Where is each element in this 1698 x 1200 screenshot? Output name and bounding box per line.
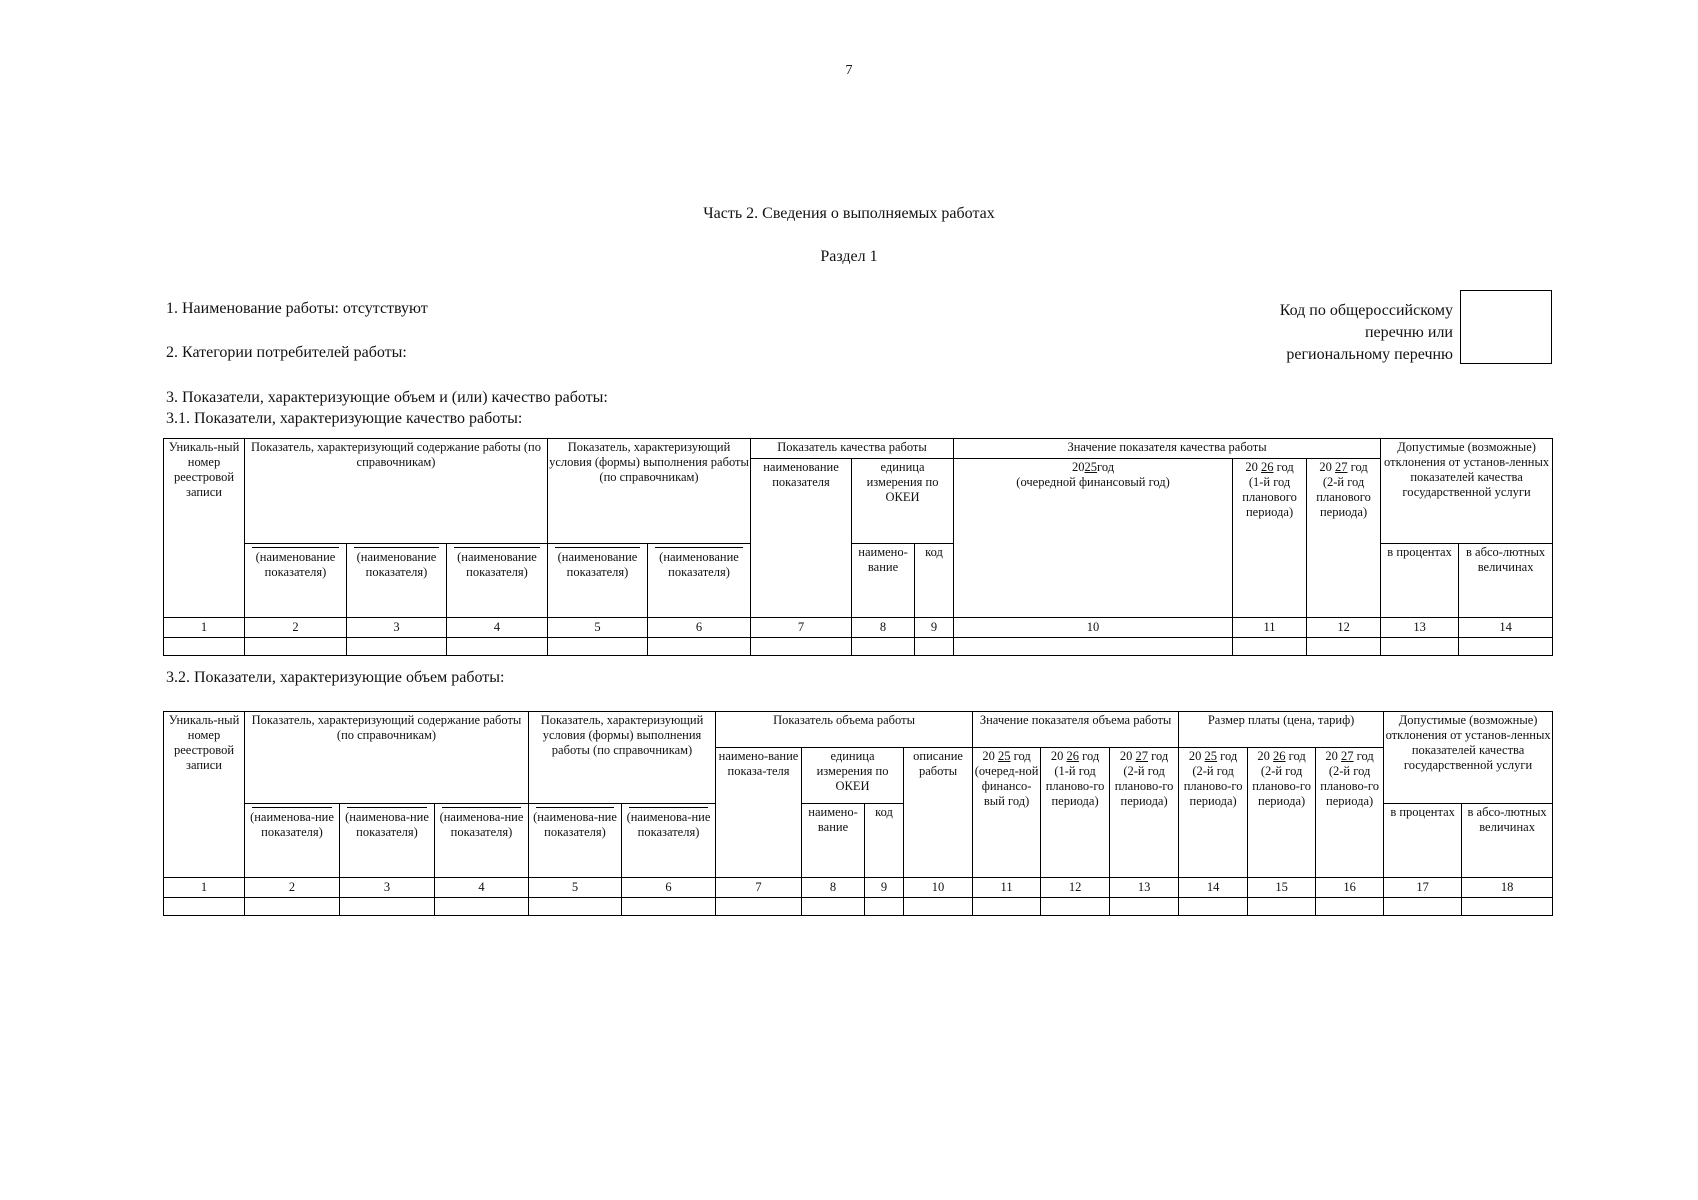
sub-indicator-name-2: [347, 544, 447, 618]
col-num: 17: [1384, 878, 1462, 898]
sub-label: (наименова-ние показателя): [626, 810, 711, 839]
year-suffix: 27: [1341, 749, 1354, 763]
code-label-line-2: перечню или: [1364, 324, 1453, 341]
cell[interactable]: [164, 638, 245, 656]
year-suffix: 25: [1084, 460, 1097, 474]
table-row: [164, 898, 1553, 916]
cell[interactable]: [915, 638, 954, 656]
year-note: (1-й год планово-го периода): [1045, 764, 1105, 808]
col-num: 1: [164, 618, 245, 638]
header-value-2025: [973, 748, 1041, 878]
header-work-description: описание работы: [904, 748, 973, 878]
sub-label: (наименова-ние показателя): [533, 810, 617, 839]
year-note: (2-й год планово-го периода): [1114, 764, 1174, 808]
year-suffix: 27: [1135, 749, 1149, 763]
header-payment-2025: [1179, 748, 1248, 878]
header-deviation: Допустимые (возможные) отклонения от установ-ленных показателей качества государственной услуги: [1381, 439, 1553, 544]
col-num: 8: [852, 618, 915, 638]
header-content-indicator: Показатель, характеризующий содержание работы (по справочникам): [245, 439, 548, 544]
col-num: 15: [1248, 878, 1316, 898]
cell[interactable]: [1316, 898, 1384, 916]
col-num: 7: [751, 618, 852, 638]
year-suffix: 27: [1335, 460, 1348, 474]
year-prefix: 20: [982, 749, 995, 763]
cell[interactable]: [648, 638, 751, 656]
col-num: 11: [1233, 618, 1307, 638]
header-value-2027: [1110, 748, 1179, 878]
header-unit-name: наимено-вание: [852, 544, 915, 618]
header-deviation: Допустимые (возможные) отклонения от установ-ленных показателей качества государственной услуги: [1384, 712, 1553, 804]
col-num: 12: [1041, 878, 1110, 898]
header-condition-indicator: Показатель, характеризующий условия (формы) выполнения работы (по справочникам): [529, 712, 716, 804]
header-year-2027: [1307, 459, 1381, 618]
year-suffix: 25: [998, 749, 1011, 763]
page-number: 7: [845, 63, 853, 78]
column-number-row: [164, 618, 1553, 638]
col-num: 2: [245, 878, 340, 898]
year-prefix: 20: [1119, 749, 1133, 763]
col-num: 14: [1459, 618, 1553, 638]
consumer-category-line: 2. Категории потребителей работы:: [166, 344, 407, 361]
sub-indicator-name-3: [447, 544, 548, 618]
year-note: (2-й год планового периода): [1316, 475, 1371, 519]
year-word: год: [1097, 460, 1115, 474]
col-num: 13: [1381, 618, 1459, 638]
header-year-2025: [954, 459, 1233, 618]
year-note: (2-й год планово-го периода): [1183, 764, 1243, 808]
col-num: 2: [245, 618, 347, 638]
col-num: 10: [904, 878, 973, 898]
year-word: год: [1350, 460, 1368, 474]
header-deviation-percent: в процентах: [1381, 544, 1459, 618]
cell[interactable]: [347, 638, 447, 656]
header-payment-2026: [1248, 748, 1316, 878]
cell[interactable]: [1384, 898, 1462, 916]
col-num: 5: [529, 878, 622, 898]
col-num: 8: [802, 878, 865, 898]
sub-indicator-name-1: [245, 804, 340, 878]
header-value-2026: [1041, 748, 1110, 878]
header-okei-unit: единица измерения по ОКЕИ: [852, 459, 954, 544]
column-number-row: [164, 878, 1553, 898]
cell[interactable]: [447, 638, 548, 656]
col-num: 6: [622, 878, 716, 898]
sub-indicator-name-4: [529, 804, 622, 878]
work-name-line: 1. Наименование работы: отсутствуют: [166, 300, 428, 317]
header-unique-number: Уникаль-ный номер реестровой записи: [164, 439, 245, 618]
header-deviation-percent: в процентах: [1384, 804, 1462, 878]
col-num: 6: [648, 618, 751, 638]
sub-indicator-name-2: [340, 804, 435, 878]
year-word: год: [1356, 749, 1374, 763]
header-unit-code: код: [915, 544, 954, 618]
sub-label: (наименование показателя): [659, 550, 739, 579]
header-unit-name: наимено-вание: [802, 804, 865, 878]
col-num: 5: [548, 618, 648, 638]
year-prefix: 20: [1319, 460, 1332, 474]
year-note: (2-й год планово-го периода): [1320, 764, 1379, 808]
header-payment-2027: [1316, 748, 1384, 878]
year-word: год: [1013, 749, 1031, 763]
sub-label: (наименование показателя): [457, 550, 537, 579]
indicators-heading: 3. Показатели, характеризующие объем и (или) качество работы:: [166, 389, 608, 406]
cell[interactable]: [245, 638, 347, 656]
quality-indicators-heading: 3.1. Показатели, характеризующие качество работы:: [166, 410, 523, 427]
section-title: Раздел 1: [820, 248, 878, 265]
cell[interactable]: [1179, 898, 1248, 916]
quality-table: [163, 438, 1553, 656]
year-prefix: 20: [1257, 749, 1270, 763]
cell[interactable]: [973, 898, 1041, 916]
year-prefix: 20: [1188, 749, 1202, 763]
cell[interactable]: [1248, 898, 1316, 916]
cell[interactable]: [1307, 638, 1381, 656]
year-word: год: [1220, 749, 1238, 763]
sub-label: (наименование показателя): [255, 550, 336, 579]
year-prefix: 20: [1325, 749, 1338, 763]
col-num: 1: [164, 878, 245, 898]
sub-indicator-name-5: [622, 804, 716, 878]
header-deviation-absolute: в абсо-лютных величинах: [1462, 804, 1553, 878]
cell[interactable]: [340, 898, 435, 916]
col-num: 4: [435, 878, 529, 898]
header-volume-value: Значение показателя объема работы: [973, 712, 1179, 748]
sub-indicator-name-3: [435, 804, 529, 878]
header-unique-number: Уникаль-ный номер реестровой записи: [164, 712, 245, 878]
sub-label: (наименование показателя): [356, 550, 437, 579]
year-prefix: 20: [1072, 460, 1085, 474]
year-suffix: 26: [1273, 749, 1286, 763]
header-payment: Размер платы (цена, тариф): [1179, 712, 1384, 748]
cell[interactable]: [1110, 898, 1179, 916]
col-num: 14: [1179, 878, 1248, 898]
cell[interactable]: [865, 898, 904, 916]
header-condition-indicator: Показатель, характеризующий условия (формы) выполнения работы (по справочникам): [548, 439, 751, 544]
header-okei-unit: единица измерения по ОКЕИ: [802, 748, 904, 804]
sub-label: (наименова-ние показателя): [345, 810, 429, 839]
part-title: Часть 2. Сведения о выполняемых работах: [703, 205, 995, 222]
sub-indicator-name-4: [548, 544, 648, 618]
header-quality-indicator: Показатель качества работы: [751, 439, 954, 459]
header-unit-code: код: [865, 804, 904, 878]
cell[interactable]: [548, 638, 648, 656]
table-row: [164, 638, 1553, 656]
year-word: год: [1288, 749, 1306, 763]
sub-label: (наименова-ние показателя): [250, 810, 334, 839]
cell[interactable]: [529, 898, 622, 916]
col-num: 9: [865, 878, 904, 898]
col-num: 13: [1110, 878, 1179, 898]
cell[interactable]: [954, 638, 1233, 656]
code-label-line-1: Код по общероссийскому: [1279, 302, 1453, 319]
col-num: 12: [1307, 618, 1381, 638]
sub-label: (наименование показателя): [557, 550, 638, 579]
sub-indicator-name-1: [245, 544, 347, 618]
year-note: (2-й год планово-го периода): [1252, 764, 1311, 808]
col-num: 3: [347, 618, 447, 638]
header-volume-indicator: Показатель объема работы: [716, 712, 973, 748]
code-label-line-3: региональному перечню: [1286, 346, 1453, 363]
cell[interactable]: [904, 898, 973, 916]
col-num: 10: [954, 618, 1233, 638]
header-quality-value: Значение показателя качества работы: [954, 439, 1381, 459]
header-content-indicator: Показатель, характеризующий содержание работы (по справочникам): [245, 712, 529, 804]
cell[interactable]: [435, 898, 529, 916]
year-note: (очеред-ной финансо-вый год): [974, 764, 1039, 808]
header-indicator-name: наименование показателя: [751, 459, 852, 618]
col-num: 4: [447, 618, 548, 638]
year-word: год: [1151, 749, 1169, 763]
year-word: год: [1276, 460, 1294, 474]
volume-table: [163, 711, 1553, 916]
year-suffix: 25: [1204, 749, 1218, 763]
header-deviation-absolute: в абсо-лютных величинах: [1459, 544, 1553, 618]
year-suffix: 26: [1066, 749, 1080, 763]
col-num: 9: [915, 618, 954, 638]
cell[interactable]: [1381, 638, 1459, 656]
cell[interactable]: [164, 898, 245, 916]
year-prefix: 20: [1245, 460, 1258, 474]
col-num: 18: [1462, 878, 1553, 898]
col-num: 16: [1316, 878, 1384, 898]
header-year-2026: [1233, 459, 1307, 618]
cell[interactable]: [751, 638, 852, 656]
cell[interactable]: [852, 638, 915, 656]
col-num: 7: [716, 878, 802, 898]
year-suffix: 26: [1261, 460, 1274, 474]
year-note: (очередной финансовый год): [1016, 475, 1170, 489]
header-indicator-name: наимено-вание показа-теля: [716, 748, 802, 878]
sub-label: (наименова-ние показателя): [439, 810, 524, 839]
cell[interactable]: [245, 898, 340, 916]
code-label: [1280, 300, 1453, 366]
cell[interactable]: [1041, 898, 1110, 916]
year-note: (1-й год планового периода): [1242, 475, 1297, 519]
col-num: 11: [973, 878, 1041, 898]
year-prefix: 20: [1050, 749, 1064, 763]
cell[interactable]: [1233, 638, 1307, 656]
cell[interactable]: [1459, 638, 1553, 656]
cell[interactable]: [716, 898, 802, 916]
volume-indicators-heading: 3.2. Показатели, характеризующие объем работы:: [166, 669, 505, 686]
code-input-box[interactable]: [1460, 290, 1552, 364]
cell[interactable]: [802, 898, 865, 916]
cell[interactable]: [1462, 898, 1553, 916]
col-num: 3: [340, 878, 435, 898]
sub-indicator-name-5: [648, 544, 751, 618]
cell[interactable]: [622, 898, 716, 916]
year-word: год: [1082, 749, 1100, 763]
